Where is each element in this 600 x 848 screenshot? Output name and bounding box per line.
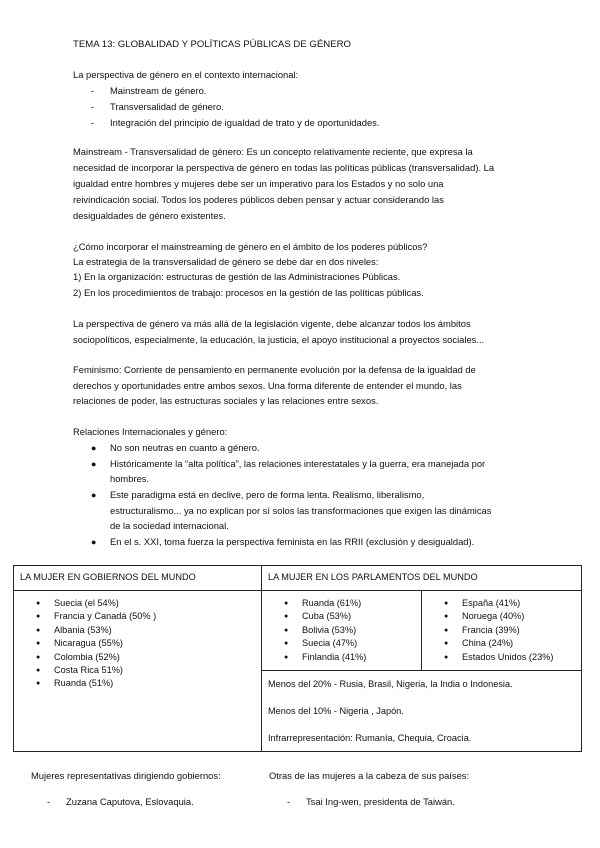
list-item: ● Noruega (40%) — [444, 610, 581, 623]
par-note: Menos del 20% - Rusia, Brasil, Nigeria, la India o Indonesia. — [268, 678, 513, 689]
par-header: LA MUJER EN LOS PARLAMENTOS DEL MUNDO — [262, 566, 582, 591]
como-line: 1) En la organización: estructuras de gestión de las Administraciones Públicas. — [73, 271, 401, 282]
rrii-item: Históricamente la “alta política”, las relaciones interestatales y la guerra, era manejada por — [110, 458, 486, 469]
intl-heading: La perspectiva de género en el contexto internacional: — [73, 69, 299, 80]
mainstream-line: desigualdades de género existentes. — [73, 210, 226, 221]
rrii-heading: Relaciones Internacionales y género: — [73, 426, 228, 437]
list-item: ● China (24%) — [444, 637, 581, 650]
rrii-item-cont: estructuralismo... ya no explican por sí solos las transformaciones que exigen las dinámicas — [110, 505, 492, 516]
list-item: ● Ruanda (61%) — [284, 597, 421, 610]
intl-item: Mainstream de género. — [110, 85, 207, 96]
footer-right-item: Tsai Ing-wen, presidenta de Taiwán. — [306, 796, 455, 807]
footer-left-heading: Mujeres representativas dirigiendo gobiernos: — [31, 770, 221, 781]
dash-marker: - — [91, 85, 95, 96]
list-item: ● Bolivia (53%) — [284, 624, 421, 637]
mainstream-line: Mainstream - Transversalidad de género: Es un concepto relativamente reciente, que expresa la — [73, 146, 473, 157]
bullet-icon: ● — [91, 443, 97, 453]
rrii-item: Este paradigma está en declive, pero de forma lenta. Realismo, liberalismo, — [110, 489, 425, 500]
par-list-a — [262, 591, 421, 670]
gob-header: LA MUJER EN GOBIERNOS DEL MUNDO — [14, 566, 262, 591]
rrii-item-cont: de la sociedad internacional. — [110, 520, 229, 531]
dash-marker: - — [91, 101, 95, 112]
mainstream-line: necesidad de incorporar la perspectiva de género en todas las políticas públicas (transversalidad). La — [73, 162, 495, 173]
list-item: ● Suecia (el 54%) — [36, 597, 261, 610]
como-line: 2) En los procedimientos de trabajo: procesos en la gestión de las políticas públicas. — [73, 287, 424, 298]
list-item: ● Cuba (53%) — [284, 610, 421, 623]
list-item: ● Francia (39%) — [444, 624, 581, 637]
rrii-item-cont: hombres. — [110, 473, 150, 484]
bullet-icon: ● — [91, 490, 97, 500]
rrii-item: En el s. XXI, toma fuerza la perspectiva feminista en las RRII (exclusión y desigualdad). — [110, 536, 475, 547]
page-title: TEMA 13: GLOBALIDAD Y POLÍTICAS PÚBLICAS DE GÉNERO — [73, 39, 351, 50]
list-item: ● España (41%) — [444, 597, 581, 610]
list-item: ● Albania (53%) — [36, 624, 261, 637]
intl-item: Transversalidad de género. — [110, 101, 224, 112]
list-item: ● Ruanda (51%) — [36, 677, 261, 690]
dash-marker: - — [91, 117, 95, 128]
mainstream-line: reivindicación social. Todos los poderes públicos deben pensar y actuar considerando las — [73, 194, 444, 205]
list-item: ● Estados Unidos (23%) — [444, 651, 581, 664]
list-item: ● Costa Rica 51%) — [36, 664, 261, 677]
gob-list — [14, 591, 261, 697]
gob-cell — [14, 591, 262, 752]
par-note: Infrarrepresentación: Rumanía, Chequia, Croacia. — [268, 732, 472, 743]
footer-right-heading: Otras de las mujeres a la cabeza de sus países: — [269, 770, 470, 781]
feminismo-line: Feminismo: Corriente de pensamiento en permanente evolución por la defensa de la igualdad de — [73, 364, 476, 375]
list-item: ● Finlandia (41%) — [284, 651, 421, 664]
intl-item: Integración del principio de igualdad de trato y de oportunidades. — [110, 117, 380, 128]
como-line: La estrategia de la transversalidad de género se debe dar en dos niveles: — [73, 256, 379, 267]
como-line: ¿Cómo incorporar el mainstreaming de género en el ámbito de los poderes públicos? — [73, 241, 428, 252]
women-stats-table — [13, 565, 582, 752]
list-item: ● Colombia (52%) — [36, 651, 261, 664]
rrii-item: No son neutras en cuanto a género. — [110, 442, 260, 453]
perspectiva-line: sociopolíticos, especialmente, la educación, la justicia, el apoyo institucional a proyectos sociales... — [73, 334, 485, 345]
bullet-icon: ● — [91, 459, 97, 469]
par-cell-b — [422, 591, 582, 671]
feminismo-line: relaciones de poder, las estructuras sociales y las relaciones entre sexos. — [73, 395, 379, 406]
par-note: Menos del 10% - Nigeria , Japón. — [268, 705, 404, 716]
perspectiva-line: La perspectiva de género va más allá de la legislación vigente, debe alcanzar todos los ámbitos — [73, 318, 471, 329]
footer-left-item: Zuzana Caputova, Eslovaquia. — [66, 796, 194, 807]
list-item: ● Suecia (47%) — [284, 637, 421, 650]
list-item: ● Nicaragua (55%) — [36, 637, 261, 650]
feminismo-line: derechos y oportunidades entre ambos sexos. Una forma diferente de entender el mundo, las — [73, 380, 462, 391]
mainstream-line: igualdad entre hombres y mujeres debe ser un imperativo para los Estados y no solo una — [73, 178, 444, 189]
list-item: ● Francia y Canadá (50% ) — [36, 610, 261, 623]
par-cell-a — [262, 591, 422, 671]
bullet-icon: ● — [91, 537, 97, 547]
dash-marker: - — [287, 796, 291, 807]
par-notes-cell — [262, 670, 582, 751]
par-list-b — [422, 591, 581, 670]
dash-marker: - — [47, 796, 51, 807]
